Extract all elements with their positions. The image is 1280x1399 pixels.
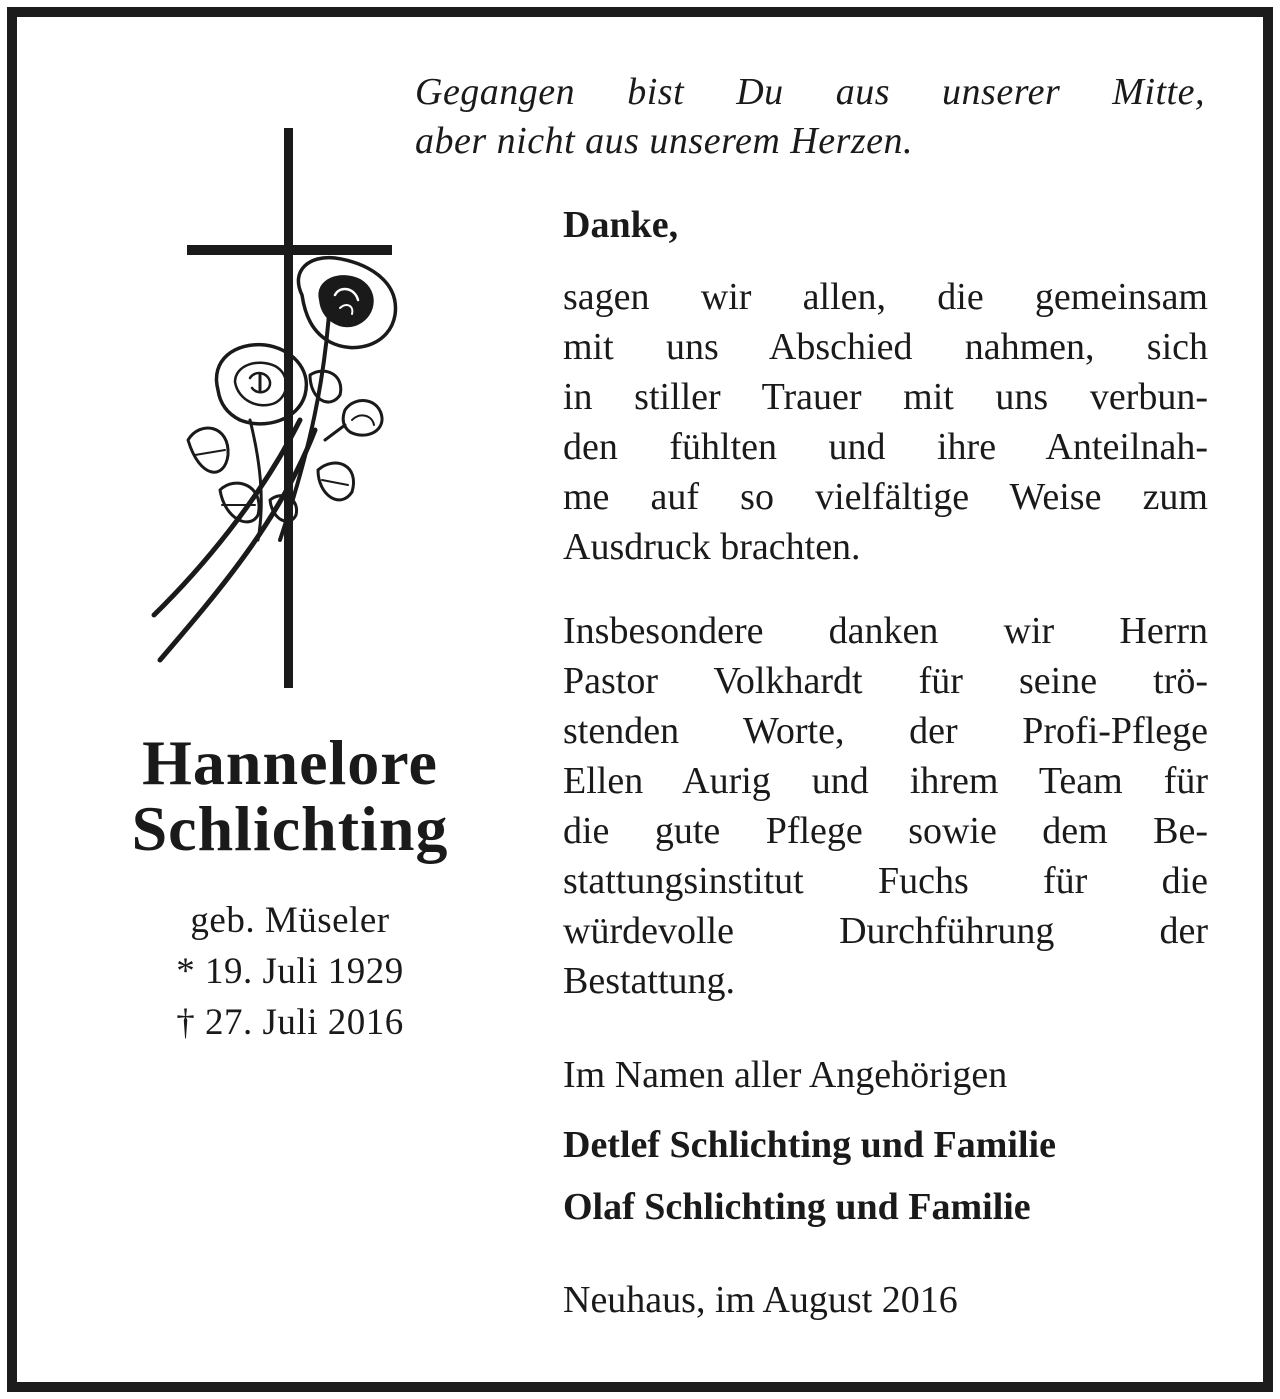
text-line: sagen wir allen, die gemeinsam [563,276,1208,318]
birth-date: * 19. Juli 1929 [176,951,404,992]
thanks-paragraph-2 [563,606,1208,1006]
on-behalf-line: Im Namen aller Angehörigen [563,1054,1008,1096]
death-date: † 27. Juli 2016 [176,1002,404,1043]
last-name: Schlichting [131,793,449,864]
motto [415,68,1205,166]
text-line: Pastor Volkhardt für seine trö- [563,660,1208,702]
text-line: Insbesondere danken wir Herrn [563,610,1208,652]
text-line: Bestattung. [563,960,736,1002]
thanks-paragraph-1 [563,272,1208,572]
signer-2: Olaf Schlichting und Familie [563,1186,1031,1228]
text-line: Ausdruck brachten. [563,526,861,568]
birth-name: geb. Müseler [190,900,390,941]
text-line: Ellen Aurig und ihrem Team für [563,760,1208,802]
deceased-details [60,895,520,1048]
text-line: die gute Pflege sowie dem Be- [563,810,1208,852]
text-line: stenden Worte, der Profi-Pflege [563,710,1208,752]
text-line: stattungsinstitut Fuchs für die [563,860,1208,902]
first-name: Hannelore [142,727,438,798]
thanks-heading: Danke, [563,204,679,246]
place-date: Neuhaus, im August 2016 [563,1279,958,1321]
text-line: in stiller Trauer mit uns verbun- [563,376,1208,418]
text-line: den fühlten und ihre Anteilnah- [563,426,1208,468]
motto-line-1: Gegangen bist Du aus unserer Mitte, [415,71,1205,113]
text-line: me auf so vielfältige Weise zum [563,476,1208,518]
text-line: würdevolle Durchführung der [563,910,1208,952]
signer-1: Detlef Schlichting und Familie [563,1124,1056,1166]
motto-line-2: aber nicht aus unserem Herzen. [415,120,914,162]
text-line: mit uns Abschied nahmen, sich [563,326,1208,368]
cross-with-roses-icon [140,120,410,700]
deceased-name [60,727,520,864]
